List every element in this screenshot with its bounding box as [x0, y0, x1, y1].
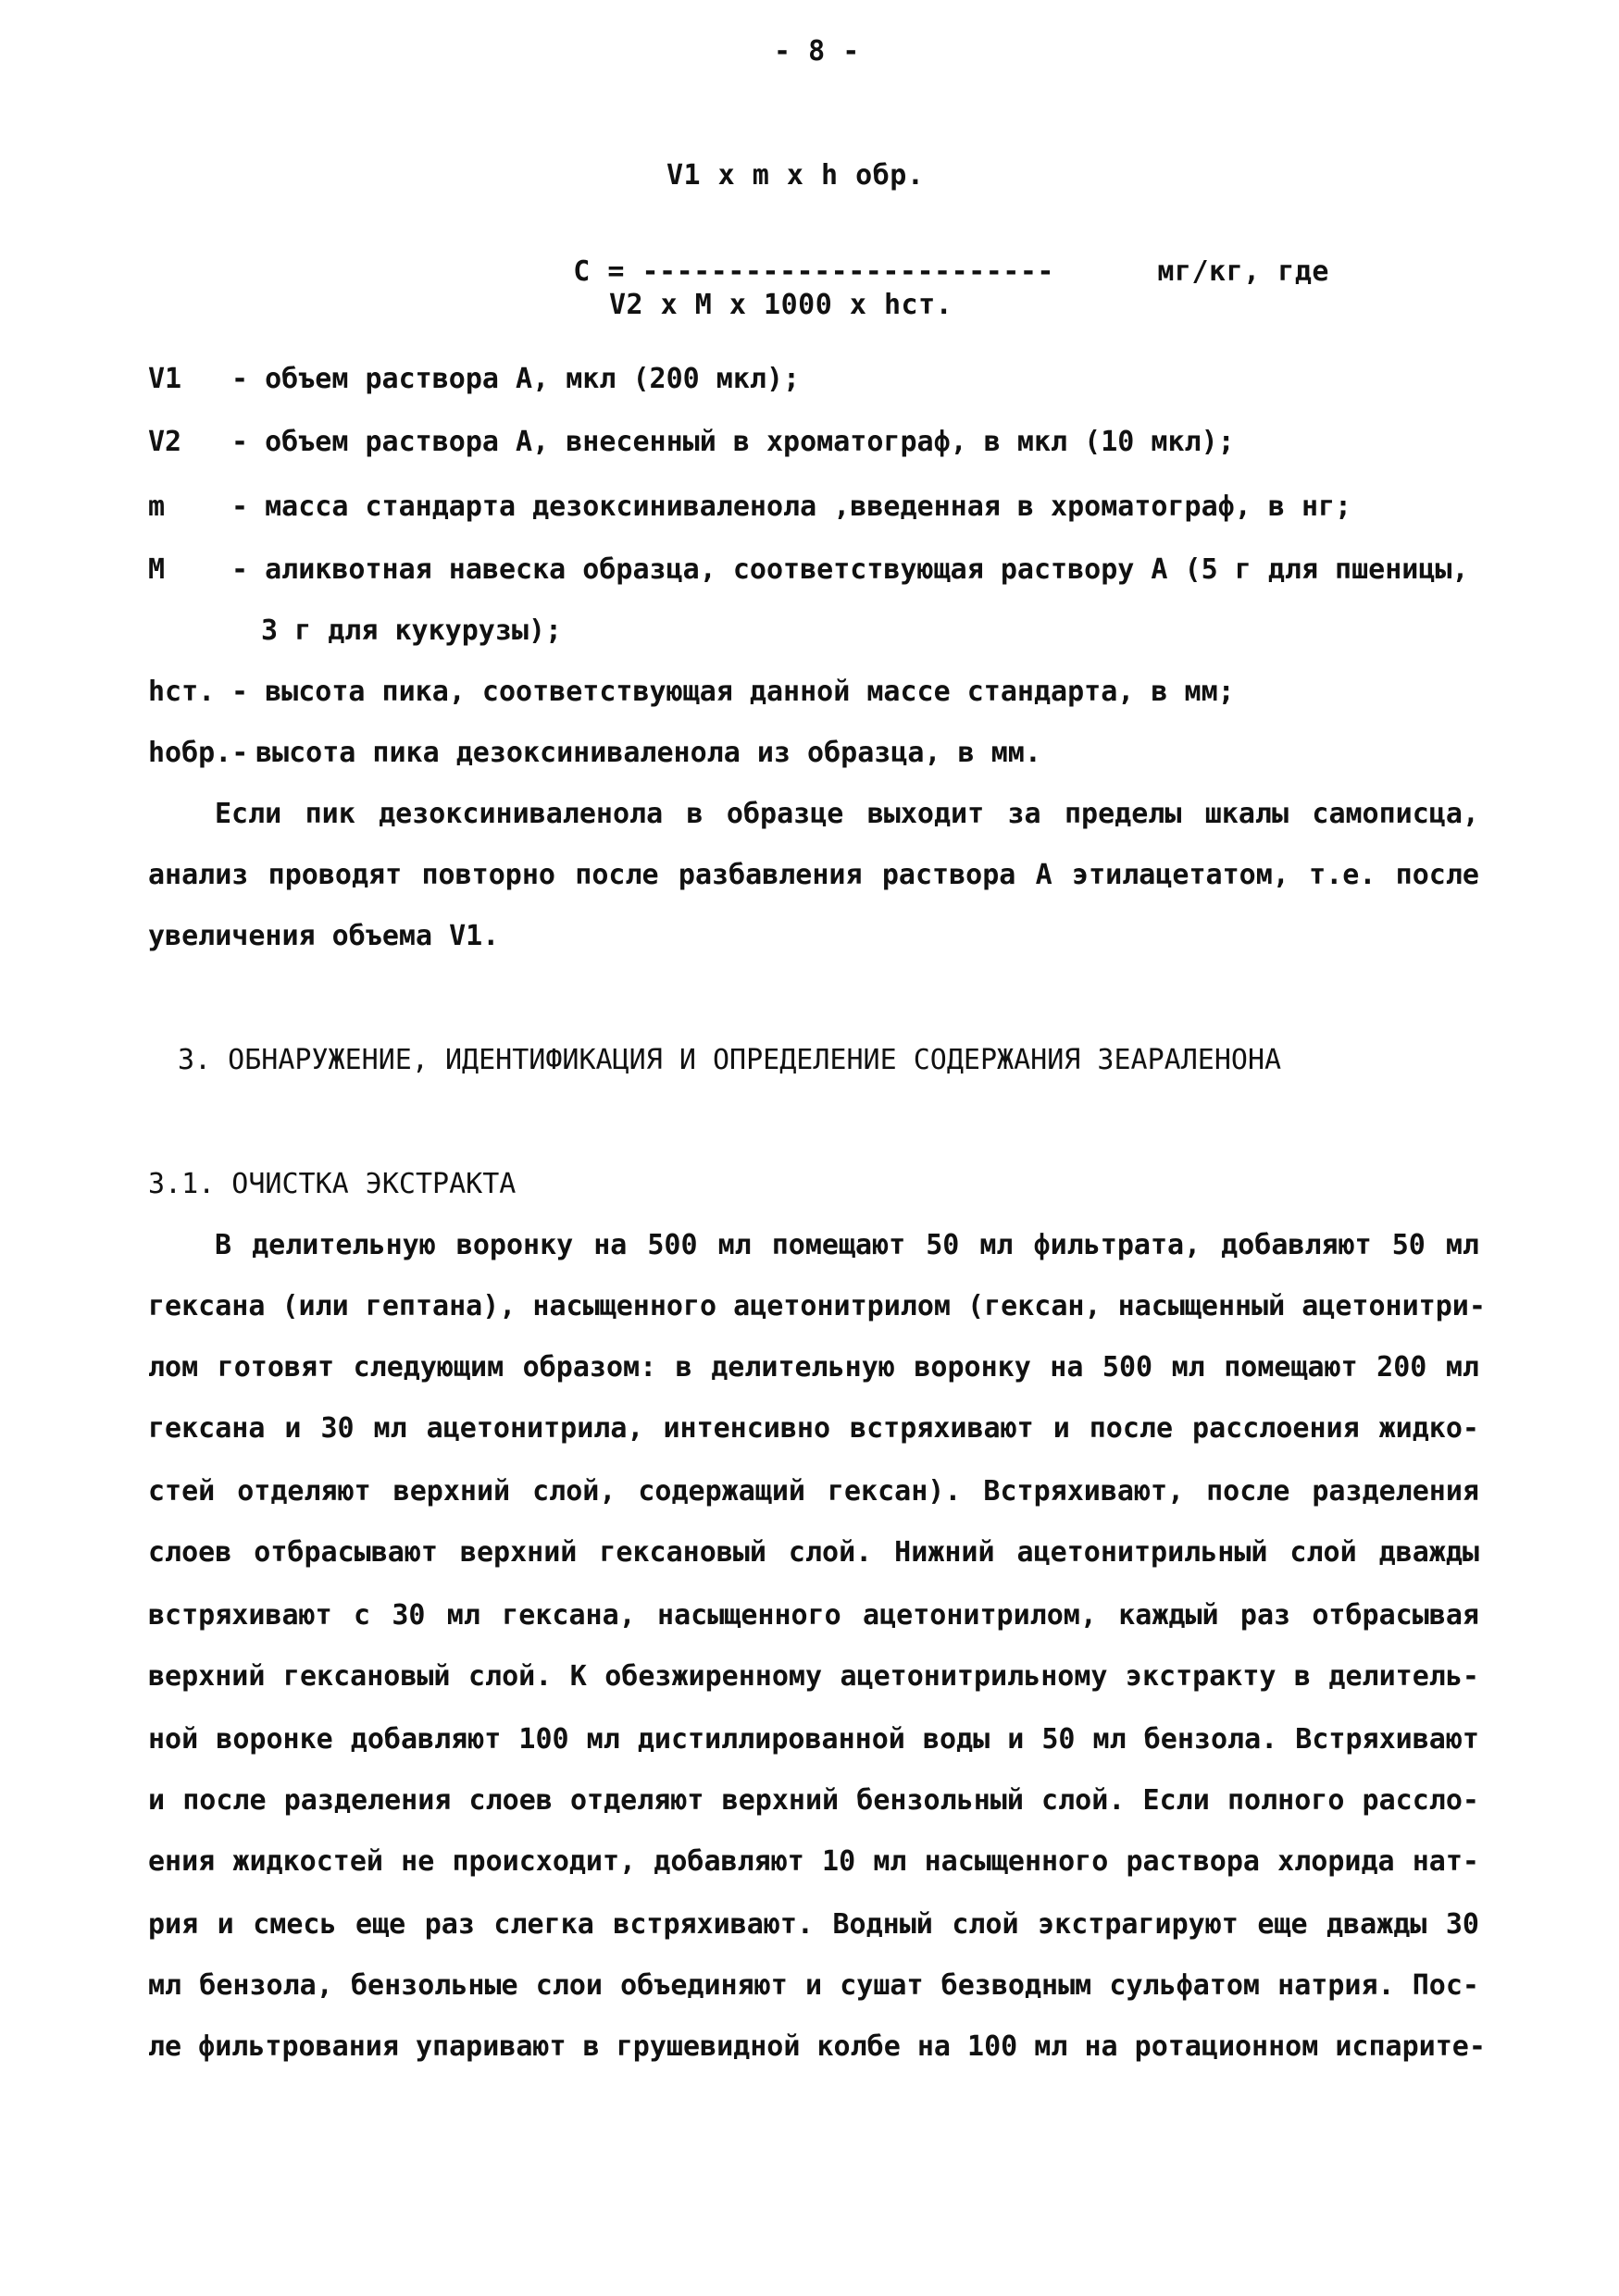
- definition-text: - объем раствора А, внесенный в хроматограф, в мкл (10 мкл);: [231, 426, 1235, 458]
- note-paragraph-line: Если пик дезоксиниваленола в образце выходит за пределы шкалы самописца,: [215, 798, 1479, 830]
- formula-spacer: [1054, 255, 1157, 288]
- note-paragraph-line: увеличения объема V1.: [148, 920, 500, 952]
- subsection-heading: 3.1. ОЧИСТКА ЭКСТРАКТА: [148, 1168, 517, 1200]
- definition-text: - аликвотная навеска образца, соответствующая раствору А (5 г для пшеницы,: [231, 553, 1469, 586]
- body-paragraph-line: рия и смесь еще раз слегка встряхивают. Водный слой экстрагируют еще дважды 30: [148, 1908, 1479, 1941]
- definition-h-st: [148, 676, 1518, 709]
- definition-symbol: V2: [148, 426, 182, 458]
- body-paragraph-line: и после разделения слоев отделяют верхний бензольный слой. Если полного рассло-: [148, 1784, 1479, 1817]
- definition-h-obr: [148, 737, 1518, 770]
- page-number: - 8 -: [774, 35, 860, 68]
- body-paragraph-line: мл бензола, бензольные слои объединяют и сушат безводным сульфатом натрия. Пос-: [148, 1969, 1479, 2002]
- body-paragraph-line: слоев отбрасывают верхний гексановый слой. Нижний ацетонитрильный слой дважды: [148, 1536, 1479, 1569]
- definition-text: - объем раствора А, мкл (200 мкл);: [231, 363, 801, 395]
- formula-unit-note: мг/кг, где: [1157, 255, 1329, 288]
- body-paragraph-line: гексана (или гептана), насыщенного ацетонитрилом (гексан, насыщенный ацетонитри-: [148, 1290, 1486, 1322]
- definition-v1: [148, 363, 1518, 396]
- definition-text: - масса стандарта дезоксиниваленола ,введенная в хроматограф, в нг;: [231, 490, 1352, 523]
- body-paragraph-line: В делительную воронку на 500 мл помещают 50 мл фильтрата, добавляют 50 мл: [215, 1229, 1479, 1261]
- formula-denominator: V2 x M x 1000 x hст.: [609, 289, 953, 321]
- definition-v2: [148, 426, 1518, 459]
- definition-m-upper: [148, 553, 1518, 587]
- body-paragraph-line: гексана и 30 мл ацетонитрила, интенсивно встряхивают и после расслоения жидко-: [148, 1412, 1479, 1445]
- formula-left-side: C = ------------------------: [573, 255, 1054, 288]
- body-paragraph-line: ной воронке добавляют 100 мл дистиллированной воды и 50 мл бензола. Встряхивают: [148, 1723, 1479, 1756]
- body-paragraph-line: ле фильтрования упаривают в грушевидной колбе на 100 мл на ротационном испарите-: [148, 2030, 1486, 2063]
- formula-numerator: V1 x m x h обр.: [666, 159, 925, 192]
- body-paragraph-line: стей отделяют верхний слой, содержащий гексан). Встряхивают, после разделения: [148, 1475, 1479, 1508]
- definition-continuation: 3 г для кукурузы);: [261, 614, 563, 647]
- definition-symbol: hобр.-: [148, 737, 249, 769]
- body-paragraph-line: встряхивают с 30 мл гексана, насыщенного ацетонитрилом, каждый раз отбрасывая: [148, 1599, 1479, 1632]
- section-heading: 3. ОБНАРУЖЕНИЕ, ИДЕНТИФИКАЦИЯ И ОПРЕДЕЛЕНИЕ СОДЕРЖАНИЯ ЗЕАРАЛЕНОНА: [178, 1044, 1282, 1076]
- definition-symbol: V1: [148, 363, 182, 395]
- body-paragraph-line: ения жидкостей не происходит, добавляют 10 мл насыщенного раствора хлорида нат-: [148, 1845, 1479, 1878]
- definition-symbol: M: [148, 553, 166, 586]
- definition-text: - высота пика, соответствующая данной массе стандарта, в мм;: [231, 676, 1235, 708]
- note-paragraph-line: анализ проводят повторно после разбавления раствора А этилацетатом, т.е. после: [148, 859, 1479, 891]
- body-paragraph-line: лом готовят следующим образом: в делительную воронку на 500 мл помещают 200 мл: [148, 1351, 1479, 1384]
- definition-m: [148, 490, 1518, 524]
- definition-symbol: m: [148, 490, 166, 523]
- definition-text: высота пика дезоксиниваленола из образца, в мм.: [255, 737, 1041, 769]
- body-paragraph-line: верхний гексановый слой. К обезжиренному ацетонитрильному экстракту в делитель-: [148, 1660, 1479, 1693]
- definition-symbol: hст.: [148, 676, 216, 708]
